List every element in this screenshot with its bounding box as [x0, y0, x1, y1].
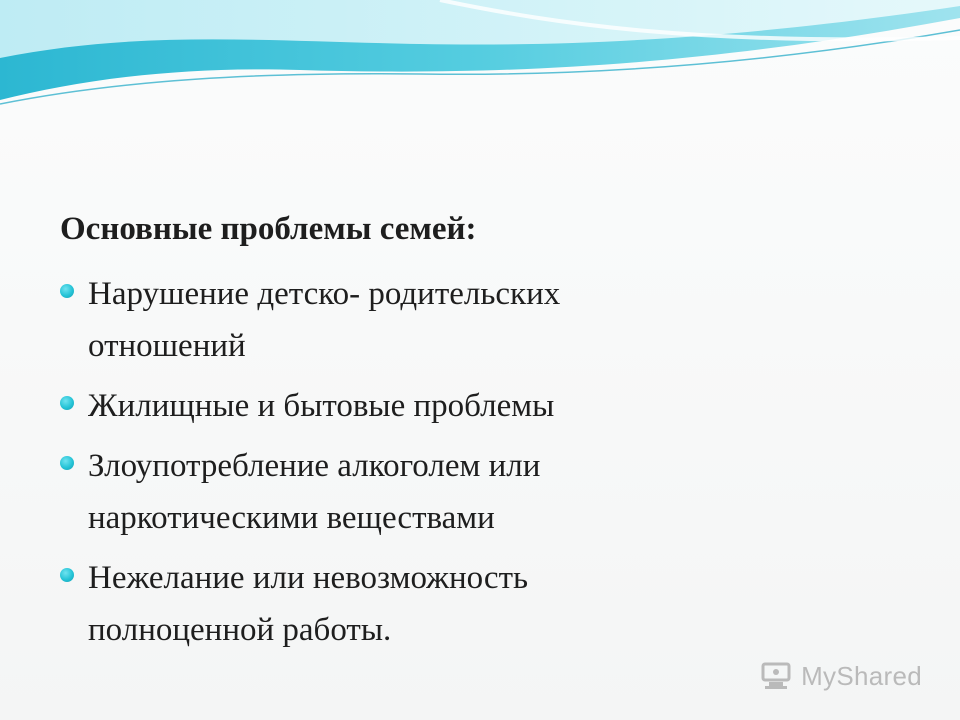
bullet-dot-icon	[60, 396, 74, 410]
bullet-dot-icon	[60, 456, 74, 470]
list-item-line: наркотическими веществами	[88, 499, 495, 536]
myshared-logo-icon	[761, 662, 795, 692]
list-item-line: Жилищные и бытовые проблемы	[88, 387, 555, 424]
watermark-text: MyShared	[801, 661, 922, 691]
list-item-line: полноценной работы.	[88, 611, 392, 648]
watermark	[761, 661, 922, 692]
list-item	[60, 552, 760, 656]
slide-heading: Основные проблемы семей:	[60, 211, 477, 247]
problem-list	[60, 268, 760, 656]
bullet-dot-icon	[60, 284, 74, 298]
slide-content	[60, 210, 760, 664]
list-item	[60, 268, 760, 372]
list-item	[60, 380, 760, 432]
header-wave-decoration	[0, 0, 960, 120]
list-item	[60, 440, 760, 544]
list-item-line: Нежелание или невозможность	[88, 559, 529, 596]
list-item-line: Злоупотребление алкоголем или	[88, 447, 541, 484]
list-item-line: Нарушение детско- родительских	[88, 275, 561, 312]
bullet-dot-icon	[60, 568, 74, 582]
list-item-line: отношений	[88, 327, 246, 364]
